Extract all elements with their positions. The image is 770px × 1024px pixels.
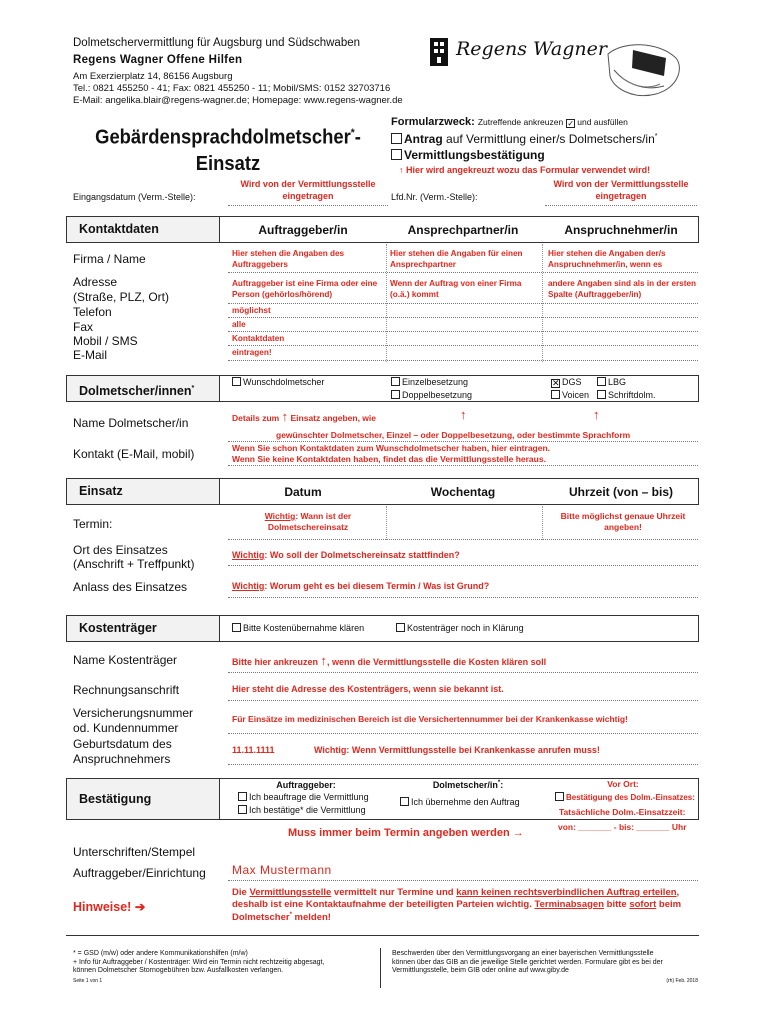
row-ort: Ort des Einsatzes: [73, 543, 168, 557]
termin-datum-note[interactable]: [232, 511, 384, 533]
wichtig-label: Wichtig: [232, 581, 265, 591]
doppel-checkbox[interactable]: [391, 390, 400, 399]
up-arrow-icon: ↑: [399, 165, 404, 175]
dgs-label: DGS: [562, 377, 582, 387]
grid-hline: [228, 303, 698, 304]
hinweis-t9: beim Dolmetscher: [232, 898, 682, 924]
dolm-kontakt-note1: Wenn Sie schon Kontaktdaten zum Wunschdolmetscher haben, hier eintragen.: [232, 443, 551, 453]
ag-bestaetige-checkbox[interactable]: [238, 805, 247, 814]
geburtsdatum-note: Wichtig: Wenn Vermittlungsstelle bei Krankenkasse anrufen muss!: [314, 745, 600, 755]
muss-note: [288, 827, 524, 839]
kostenuebernahme-option[interactable]: [232, 623, 364, 633]
dm-head-text: Dolmetscher/in: [432, 780, 498, 790]
row-firma: Firma / Name: [73, 252, 146, 266]
hinweise-label: [73, 899, 145, 914]
footer-right2: können über das GIB an die jeweilige Stelle gerichtet werden. Formulare gibt es bei der: [392, 958, 663, 966]
hinweis-t4: kann keinen rechtsverbindlichen Auftrag erteilen: [456, 887, 677, 898]
row-email: E-Mail: [73, 348, 108, 362]
row-anlass: Anlass des Einsatzes: [73, 580, 188, 594]
vo-label: Bestätigung des Dolm.-Einsatzes:: [566, 793, 695, 802]
wunsch-option[interactable]: [232, 377, 324, 387]
footer-vdivider: [380, 948, 381, 988]
ort-note[interactable]: [232, 550, 460, 561]
right-arrow-icon: →: [512, 827, 524, 839]
org-header: [73, 36, 433, 107]
anspruchnehmer-adresse-note[interactable]: andere Angaben sind als in der ersten Spalte (Auftraggeber/in): [548, 279, 697, 299]
schrift-label: Schriftdolm.: [608, 390, 656, 400]
vo-time-field[interactable]: von: _______ - bis: _______ Uhr: [558, 822, 687, 832]
purpose-hint: Zutreffende ankreuzen: [477, 117, 564, 127]
hinweis-t6: Terminabsagen: [534, 898, 604, 910]
hinweis-t10: *: [289, 912, 292, 918]
org-line2: Regens Wagner Offene Hilfen: [73, 54, 243, 66]
hinweis-t3: vermittelt nur Termine und: [331, 887, 457, 898]
geburtsdatum-value[interactable]: 11.11.1111: [232, 745, 275, 755]
schrift-option[interactable]: [597, 390, 656, 400]
auftraggeber-firma-note[interactable]: Hier stehen die Angaben des Auftraggebers: [232, 249, 345, 269]
footer-left1: * = GSD (m/w) oder andere Kommunikationshilfen (m/w): [73, 950, 248, 957]
col-anspruchnehmer: Anspruchnehmer/in: [564, 223, 678, 237]
org-line1: Dolmetschervermittlung für Augsburg und Südschwaben: [73, 37, 361, 49]
row-versicherungsnummer: Versicherungsnummer: [73, 706, 194, 720]
anlass-red: : Worum geht es bei diesem Termin / Was ist Grund?: [264, 581, 490, 591]
versicherung-note[interactable]: Für Einsätze im medizinischen Bereich ist die Versichertennummer bei der Krankenkasse wichtig!: [232, 714, 628, 724]
wichtig-label: Wichtig: [232, 550, 265, 560]
hinweis-t7: bitte: [604, 898, 630, 910]
org-address: Am Exerzierplatz 14, 86156 Augsburg: [73, 71, 233, 82]
grid-hline: [228, 331, 698, 332]
lfdnr-note: Wird von der Vermittlungsstelle eingetragen: [553, 179, 689, 201]
section-kostentraeger: Kostenträger: [66, 615, 220, 642]
antrag-text: auf Vermittlung einer/s Dolmetschers/in: [446, 132, 655, 146]
grid-hline: [228, 345, 698, 346]
anspruchnehmer-firma-note[interactable]: Hier stehen die Angaben der/s Anspruchnehmer/in, wenn es: [548, 249, 666, 269]
auftraggeber-mobil-note[interactable]: Kontaktdaten: [232, 334, 285, 343]
row-adresse: Adresse: [73, 275, 118, 289]
bestaetigung-checkbox[interactable]: [391, 149, 402, 160]
lfdnr-label: Lfd.Nr. (Verm.-Stelle):: [391, 192, 478, 202]
hinweis-t11: melden!: [291, 912, 331, 924]
regens-wagner-logo: [428, 36, 698, 104]
ag-beauftrage-label: Ich beauftrage die Vermittlung: [249, 792, 369, 802]
dolm-kontakt-note2: Wenn Sie keine Kontaktdaten haben, findet das die Vermittlungsstelle heraus.: [232, 454, 546, 464]
title-line1: Gebärdensprachdolmetscher: [95, 126, 351, 149]
auftraggeber-adresse-note[interactable]: Auftraggeber ist eine Firma oder eine Person (gehörlos/hörend): [232, 279, 378, 299]
footer-right: [392, 950, 698, 985]
dm-uebernehme-option[interactable]: [400, 797, 520, 807]
geburtsdatum-field[interactable]: [228, 764, 698, 765]
best-vo-head: Vor Ort:: [607, 779, 639, 789]
signature-field[interactable]: Max Mustermann: [232, 863, 332, 877]
antrag-label: Antrag: [404, 132, 443, 146]
lfdnr-field[interactable]: [545, 205, 697, 206]
klaerung-checkbox[interactable]: [396, 623, 405, 632]
org-phone: Tel.: 0821 455250 - 41; Fax: 0821 455250 - 11; Mobil/SMS: 0152 32703716: [73, 83, 391, 94]
wunsch-checkbox[interactable]: [232, 377, 241, 386]
kostenuebernahme-label: Bitte Kostenübernahme klären: [243, 623, 365, 633]
vo-checkbox[interactable]: [555, 792, 564, 801]
termin-red: : Wann ist der Dolmetschereinsatz: [267, 511, 352, 532]
lbg-option[interactable]: [597, 377, 626, 387]
row-kontakt-dolmetscher: Kontakt (E-Mail, mobil): [73, 447, 195, 461]
footer-left: [73, 950, 373, 985]
name-dolm-field[interactable]: [228, 441, 698, 442]
wunsch-label: Wunschdolmetscher: [243, 377, 325, 387]
hinweis-t2: Vermittlungsstelle: [249, 887, 332, 898]
col-uhrzeit: Uhrzeit (von – bis): [568, 485, 673, 499]
kosten-name-b: , wenn die Vermittlungsstelle die Kosten klären soll: [327, 657, 547, 667]
row-name-kostentraeger: Name Kostenträger: [73, 653, 178, 667]
footer-left2: + Info für Auftraggeber / Kostenträger: Wird ein Termin nicht rechtzeitig abgesagt,: [73, 958, 325, 966]
hinweis-t8: sofort: [629, 898, 657, 910]
einzel-label: Einzelbesetzung: [402, 377, 469, 387]
row-anspruchnehmers: Anspruchnehmers: [73, 752, 171, 766]
dolm-header-star: *: [191, 385, 195, 392]
purpose-hint-post: und ausfüllen: [577, 117, 628, 127]
dolm-header-text: Dolmetscher/innen: [79, 384, 192, 399]
row-adresse-sub: (Straße, PLZ, Ort): [73, 290, 170, 304]
dm-uebernehme-label: Ich übernehme den Auftrag: [411, 797, 520, 807]
ag-bestaetige-label: Ich bestätige* die Vermittlung: [249, 805, 366, 815]
dgs-option[interactable]: [551, 377, 582, 388]
dm-head-colon: :: [500, 780, 504, 790]
footer-right3: Vermittlungsstelle, beim GIB oder online auf www.giby.de: [392, 967, 569, 974]
best-dm-head: [398, 780, 538, 790]
title-dash: -: [354, 126, 361, 149]
uhrzeit-note[interactable]: Bitte möglichst genaue Uhrzeit angeben!: [560, 511, 686, 532]
hinweis-label-text: Hinweise!: [73, 900, 132, 914]
lbg-checkbox[interactable]: [597, 377, 606, 386]
logo-text: Regens Wagner: [456, 38, 607, 60]
row-termin: Termin:: [73, 517, 113, 531]
section-dolmetscher: [66, 375, 220, 402]
grid-vline: [386, 506, 387, 540]
details-a: Details zum: [232, 413, 280, 423]
title-line2: Einsatz: [195, 152, 261, 175]
voicen-checkbox[interactable]: [551, 390, 560, 399]
up-arrow-icon: ↑: [593, 407, 600, 422]
checked-box-icon: ✓: [567, 119, 575, 128]
antrag-checkbox[interactable]: [391, 133, 402, 144]
schrift-checkbox[interactable]: [597, 390, 606, 399]
col-ansprechpartner: Ansprechpartner/in: [407, 223, 519, 237]
dm-uebernehme-checkbox[interactable]: [400, 797, 409, 806]
kostenuebernahme-checkbox[interactable]: [232, 623, 241, 632]
footer-version: (rh) Feb. 2018: [666, 977, 698, 984]
page-title: [78, 120, 378, 177]
row-fax: Fax: [73, 320, 94, 334]
rechnung-field[interactable]: [228, 700, 698, 701]
row-geburtsdatum: Geburtsdatum des: [73, 737, 172, 751]
doppel-label: Doppelbesetzung: [402, 390, 473, 400]
kosten-name-field[interactable]: [228, 672, 698, 673]
row-ort-sub: (Anschrift + Treffpunkt): [73, 557, 195, 571]
rechnung-note[interactable]: Hier steht die Adresse des Kostenträgers, wenn sie bekannt ist.: [232, 684, 504, 694]
row-rechnungsanschrift: Rechnungsanschrift: [73, 683, 180, 697]
purpose-block: [391, 115, 701, 177]
dolm-details-note[interactable]: [232, 409, 376, 424]
org-email: E-Mail: angelika.blair@regens-wagner.de; Homepage: www.regens-wagner.de: [73, 95, 403, 106]
right-arrow-icon: ➔: [134, 900, 146, 914]
auftraggeber-telefon-note[interactable]: möglichst: [232, 306, 271, 315]
ort-field[interactable]: [228, 565, 698, 566]
up-arrow-icon: ↑: [460, 407, 467, 422]
row-name-dolmetscher: Name Dolmetscher/in: [73, 416, 189, 430]
ag-beauftrage-option[interactable]: [238, 792, 369, 802]
up-arrow-icon: ↑: [281, 409, 289, 424]
eingangsdatum-field[interactable]: [228, 205, 388, 206]
kosten-name-a: Bitte hier ankreuzen: [232, 657, 319, 667]
eingangsdatum-label: Eingangsdatum (Verm.-Stelle):: [73, 192, 196, 202]
bestaetigung-label: Vermittlungsbestätigung: [404, 148, 545, 162]
klaerung-option[interactable]: [396, 623, 524, 633]
vo-time-label: Tatsächliche Dolm.-Einsatzzeit:: [559, 807, 686, 817]
ort-red: : Wo soll der Dolmetschereinsatz stattfinden?: [264, 550, 460, 560]
ansprechpartner-adresse-note[interactable]: Wenn der Auftrag von einer Firma (o.ä.) kommt: [390, 279, 522, 299]
versicherung-field[interactable]: [228, 733, 698, 734]
row-telefon: Telefon: [73, 305, 112, 319]
klaerung-label: Kostenträger noch in Klärung: [407, 623, 524, 633]
ag-beauftrage-checkbox[interactable]: [238, 792, 247, 801]
hinweise-text: [232, 887, 698, 924]
hinweis-t1: Die: [232, 887, 250, 898]
row-mobil: Mobil / SMS: [73, 334, 138, 348]
ag-bestaetige-option[interactable]: [238, 805, 366, 815]
col-datum: Datum: [284, 485, 322, 499]
auftraggeber-fax-note[interactable]: alle: [232, 320, 246, 329]
row-kundennummer: od. Kundennummer: [73, 721, 179, 735]
voicen-label: Voicen: [562, 390, 590, 400]
doppel-option[interactable]: [391, 390, 472, 400]
grid-hline: [228, 272, 698, 273]
section-kontaktdaten: Kontaktdaten: [66, 216, 220, 243]
grid-hline: [228, 360, 698, 361]
col-wochentag: Wochentag: [430, 485, 496, 499]
einzel-checkbox[interactable]: [391, 377, 400, 386]
grid-vline: [542, 506, 543, 540]
signature-line: [228, 880, 698, 881]
row-auftraggeber-einrichtung: Auftraggeber/Einrichtung: [73, 866, 206, 880]
ansprechpartner-firma-note[interactable]: Hier stehen die Angaben für einen Ansprechpartner: [390, 249, 523, 269]
anlass-note[interactable]: [232, 581, 489, 592]
lbg-label: LBG: [608, 377, 627, 387]
col-auftraggeber: Auftraggeber/in: [258, 223, 348, 237]
voicen-option[interactable]: [551, 390, 589, 400]
up-arrow-icon: ↑: [320, 653, 328, 668]
grid-hline: [228, 317, 698, 318]
title-star: *: [350, 127, 355, 139]
antrag-star: *: [654, 133, 658, 140]
muss-text: Muss immer beim Termin angeben werden: [288, 827, 510, 839]
wichtig-label: Wichtig: [264, 511, 296, 521]
kosten-name-note[interactable]: [232, 655, 546, 668]
auftraggeber-email-note[interactable]: eintragen!: [232, 348, 272, 357]
kontakt-dolm-field[interactable]: [228, 465, 698, 466]
row-unterschriften: Unterschriften/Stempel: [73, 845, 196, 859]
hinweis-t5: , deshalb ist eine Kontaktaufnahme der beteiligten Parteien wichtig.: [232, 887, 680, 910]
eingangsdatum-note: Wird von der Vermittlungsstelle eingetragen: [240, 179, 376, 201]
einzel-option[interactable]: [391, 377, 468, 387]
footer-page: Seite 1 von 1: [73, 977, 103, 984]
anlass-field[interactable]: [228, 597, 698, 598]
footer-divider: [66, 935, 699, 936]
footer-right1: Beschwerden über den Vermittlungsvorgang an einer bayerischen Vermittlungsstelle: [392, 950, 654, 957]
details-b: Einsatz angeben, wie: [290, 413, 376, 423]
footer-left3: können Dolmetscher Stornogebühren bzw. Ausfallkosten verlangen.: [73, 967, 284, 974]
termin-field[interactable]: [228, 539, 698, 540]
vo-option[interactable]: [555, 792, 695, 802]
best-ag-head: Auftraggeber:: [276, 780, 336, 790]
purpose-note: Hier wird angekreuzt wozu das Formular verwendet wird!: [406, 165, 651, 175]
section-einsatz: Einsatz: [66, 478, 220, 505]
dolm-details-note2: gewünschter Dolmetscher, Einzel – oder Doppelbesetzung, oder bestimmte Sprachform: [276, 430, 631, 440]
section-bestaetigung: Bestätigung: [66, 778, 220, 820]
purpose-label: Formularzweck:: [391, 116, 475, 128]
dgs-checkbox-checked[interactable]: ✕: [552, 378, 560, 388]
dm-head-star: *: [497, 780, 501, 786]
